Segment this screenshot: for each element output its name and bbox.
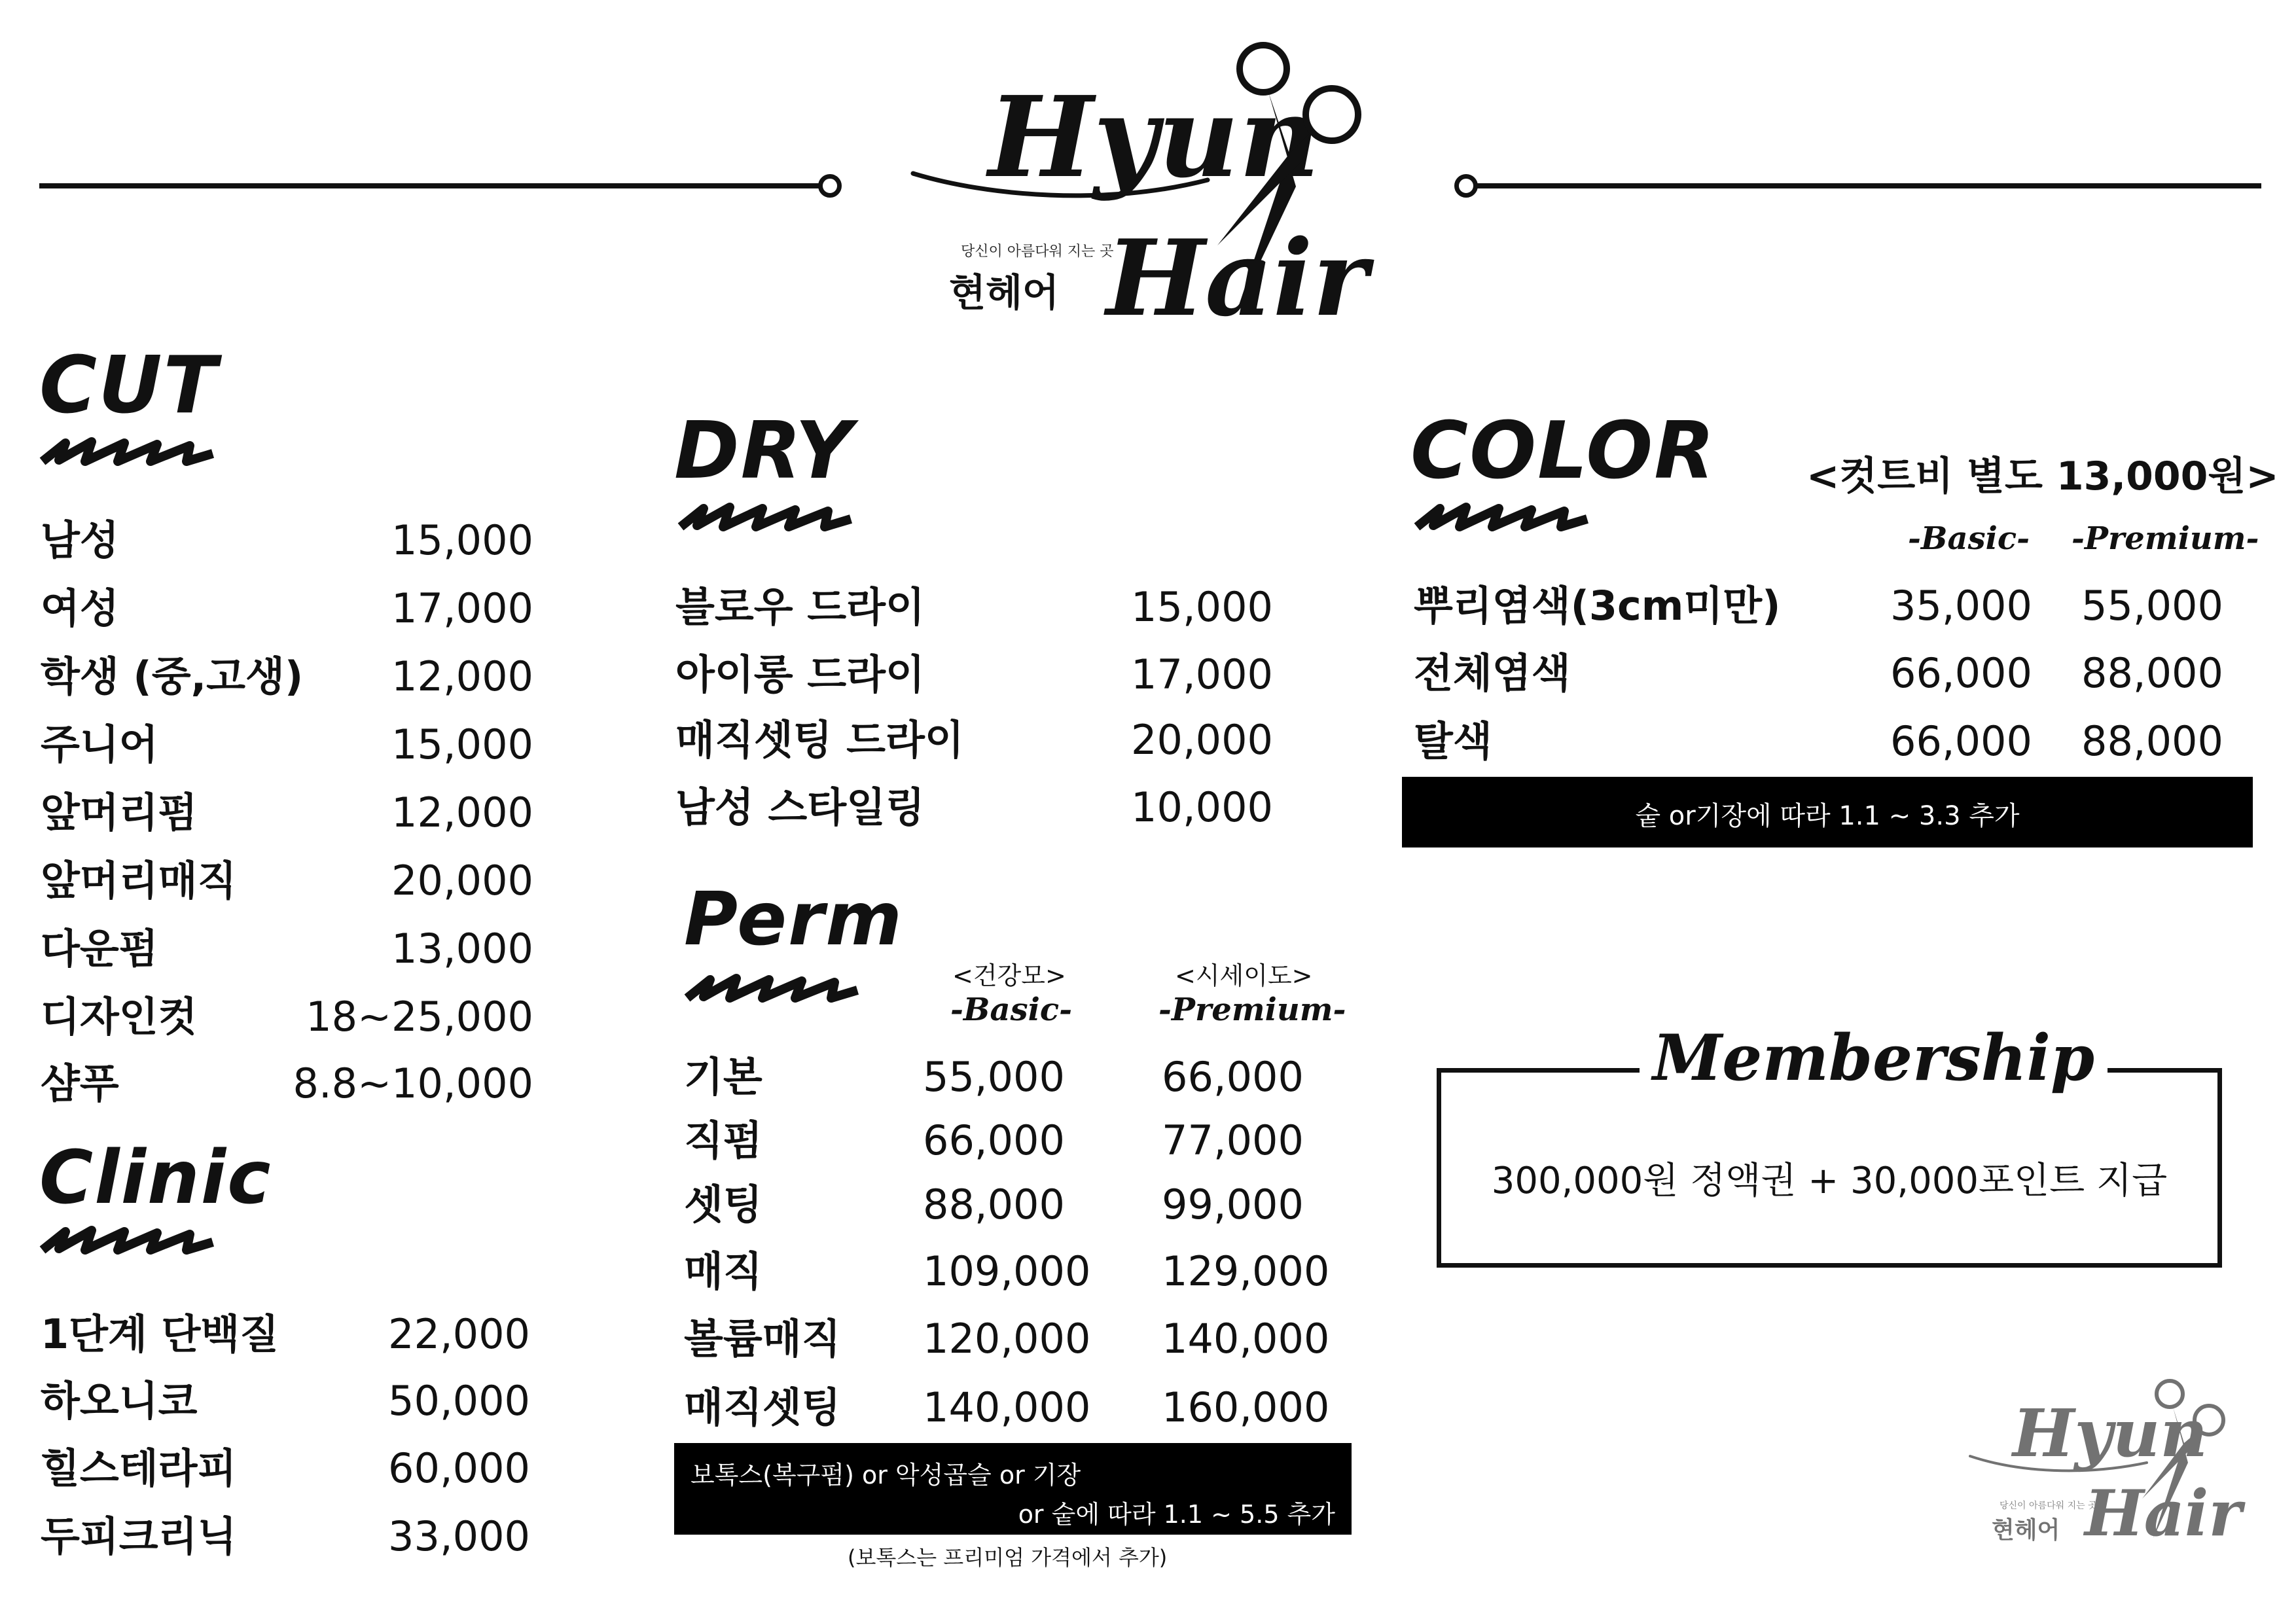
list-item-name: 1단계 단백질 [41,1310,279,1358]
list-item-name: 매직셋팅 드라이 [675,716,964,764]
header-rule-right [1476,183,2261,188]
list-item-name: 매직셋팅 [684,1383,841,1431]
perm-note-box [674,1443,1352,1535]
list-item-price: 15,000 [1131,583,1273,631]
perm-heading: Perm [684,877,903,962]
list-item-basic: 66,000 [1890,717,2032,765]
list-item-premium: 140,000 [1162,1315,1330,1363]
list-item-basic: 140,000 [923,1383,1091,1431]
list-item-price: 20,000 [1131,716,1273,764]
list-item-name: 샴푸 [41,1060,119,1107]
list-item-premium: 129,000 [1162,1247,1330,1295]
list-item-price: 10,000 [1131,783,1273,831]
list-item-price: 17,000 [391,584,533,632]
small-logo-line2: Hair [2085,1476,2242,1550]
main-logo [910,36,1407,340]
list-item-name: 하오니코 [41,1377,198,1425]
list-item-price: 8.8~10,000 [293,1060,533,1107]
list-item-premium: 88,000 [2081,649,2223,697]
cut-heading: CUT [39,340,219,431]
color-note-box [1402,777,2253,847]
list-item-name: 뿌리염색(3cm미만) [1414,582,1781,630]
list-item-name: 볼륨매직 [684,1315,841,1363]
clinic-scribble [39,1224,216,1257]
list-item-premium: 160,000 [1162,1383,1330,1431]
list-item-name: 아이롱 드라이 [675,651,925,698]
list-item-price: 13,000 [391,925,533,972]
list-item-name: 전체염색 [1414,649,1571,697]
perm-scribble [684,972,861,1005]
small-logo-line1: Hyun [2013,1395,2208,1472]
logo-line1: Hyun [988,72,1320,203]
list-item-basic: 55,000 [923,1053,1065,1101]
logo-korean: 현헤어 [949,270,1060,315]
list-item-name: 매직 [684,1247,762,1295]
list-item-name: 앞머리펌 [41,789,198,836]
list-item-premium: 55,000 [2081,582,2223,630]
small-logo-tagline: 당신이 아름다워 지는 곳 [2000,1501,2097,1511]
logo-line2: Hair [1106,217,1368,340]
list-item-premium: 66,000 [1162,1053,1304,1101]
list-item-basic: 120,000 [923,1315,1091,1363]
list-item-basic: 66,000 [1890,649,2032,697]
list-item-name: 주니어 [41,721,158,768]
color-basic-label: -Basic- [1908,520,2030,557]
list-item-name: 직펌 [684,1116,762,1164]
list-item-price: 12,000 [391,789,533,836]
color-note: 숱 or기장에 따라 1.1 ~ 3.3 추가 [1635,801,2020,831]
perm-premium-sub: <시세이도> [1175,961,1313,990]
perm-note-line1: 보톡스(복구펌) or 악성곱슬 or 기장 [691,1461,1081,1489]
header-rule-right-dot [1454,174,1478,198]
list-item-price: 60,000 [388,1444,530,1492]
perm-premium-label: -Premium- [1158,991,1346,1028]
perm-note-line2: or 숱에 따라 1.1 ~ 5.5 추가 [1018,1500,1335,1529]
list-item-price: 15,000 [391,516,533,564]
perm-footnote: (보톡스는 프리미엄 가격에서 추가) [848,1545,1168,1570]
list-item-price: 17,000 [1131,651,1273,698]
list-item-price: 22,000 [388,1310,530,1358]
membership-title: Membership [1640,1021,2108,1095]
membership-text: 300,000원 정액권 + 30,000포인트 지급 [1491,1160,2168,1202]
list-item-name: 블로우 드라이 [675,583,925,631]
list-item-name: 힐스테라피 [41,1444,237,1492]
header-rule-left [39,183,821,188]
list-item-premium: 88,000 [2081,717,2223,765]
list-item-basic: 88,000 [923,1181,1065,1228]
list-item-name: 다운펌 [41,925,158,972]
list-item-name: 디자인컷 [41,993,198,1041]
list-item-name: 여성 [41,584,119,632]
color-scribble [1414,501,1590,533]
list-item-premium: 77,000 [1162,1116,1304,1164]
dry-scribble [677,501,854,533]
perm-basic-sub: <건강모> [952,961,1066,990]
logo-tagline: 당신이 아름다워 지는 곳 [961,243,1114,260]
clinic-heading: Clinic [39,1135,272,1221]
list-item-basic: 109,000 [923,1247,1091,1295]
list-item-basic: 66,000 [923,1116,1065,1164]
list-item-price: 18~25,000 [306,993,533,1041]
list-item-name: 탈색 [1414,717,1492,765]
list-item-price: 15,000 [391,721,533,768]
list-item-name: 남성 [41,516,119,564]
header-rule-left-dot [818,174,842,198]
list-item-premium: 99,000 [1162,1181,1304,1228]
color-cut-note: <컷트비 별도 13,000원> [1806,454,2279,499]
list-item-name: 남성 스타일링 [675,783,925,831]
list-item-price: 50,000 [388,1377,530,1425]
list-item-basic: 35,000 [1890,582,2032,630]
list-item-price: 20,000 [391,857,533,904]
color-heading: COLOR [1410,406,1716,497]
dry-heading: DRY [674,406,853,497]
list-item-price: 12,000 [391,652,533,700]
list-item-name: 두피크리닉 [41,1512,237,1560]
cut-scribble [39,435,216,468]
small-logo [1967,1374,2255,1551]
list-item-price: 33,000 [388,1512,530,1560]
small-logo-korean: 현헤어 [1992,1516,2060,1544]
perm-basic-label: -Basic- [950,991,1072,1028]
list-item-name: 기본 [684,1053,762,1101]
list-item-name: 앞머리매직 [41,857,237,904]
list-item-name: 학생 (중,고생) [41,652,304,700]
list-item-name: 셋팅 [684,1181,762,1228]
color-premium-label: -Premium- [2072,520,2259,557]
